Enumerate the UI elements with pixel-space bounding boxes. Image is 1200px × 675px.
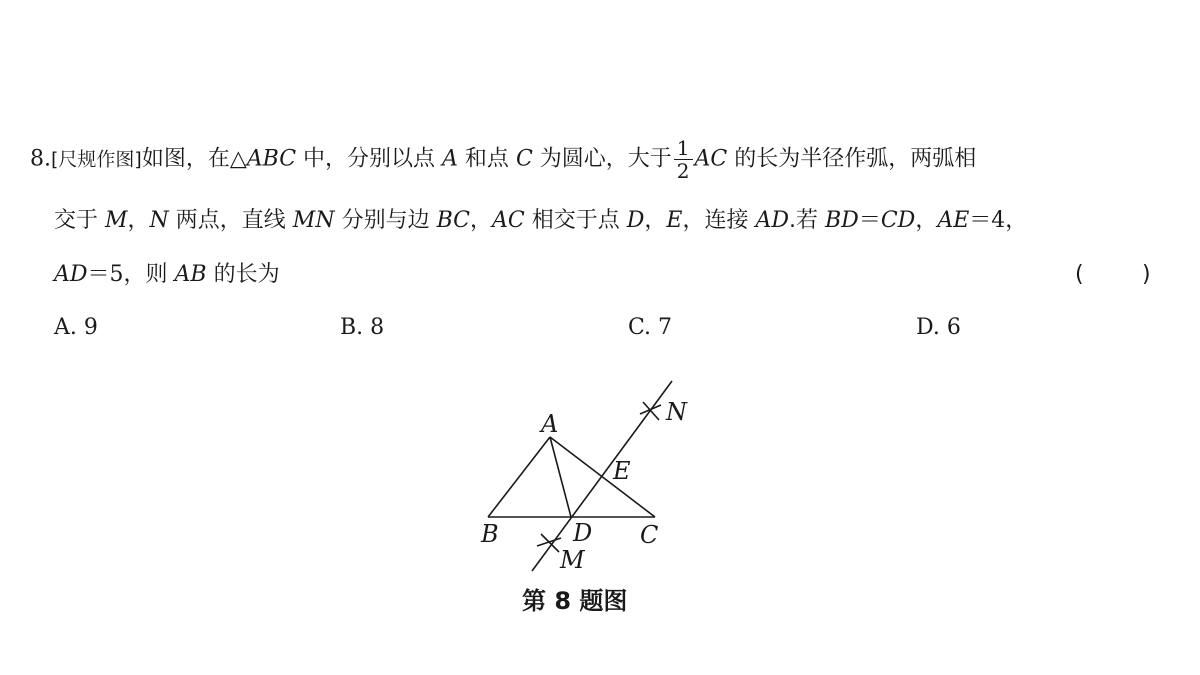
text-fragment: 的长为半径作弧，两弧相 [727, 146, 977, 172]
segment-ab [488, 437, 550, 517]
math-point-m: M [105, 208, 128, 233]
text-fragment: ， [1005, 208, 1028, 233]
label-c: C [640, 521, 659, 549]
option-b: B. 8 [340, 315, 385, 340]
text-fragment: ， [644, 208, 667, 233]
question-tag: [尺规作图] [51, 148, 142, 171]
math-point-e: E [666, 208, 683, 233]
label-e: E [613, 457, 631, 485]
text-fragment: 交于 [54, 208, 105, 233]
math-segment-ac: AC [694, 146, 728, 172]
text-fragment: 中，分别以点 [296, 146, 443, 172]
text-fragment: .若 [789, 208, 825, 233]
math-value-4: 4 [991, 208, 1006, 233]
text-fragment: 两点，直线 [168, 208, 293, 233]
label-n: N [666, 398, 687, 426]
math-point-d: D [626, 208, 645, 233]
equals-sign: ＝ [87, 262, 110, 287]
text-fragment: ，连接 [682, 208, 756, 233]
text-fragment: ， [127, 208, 150, 233]
label-a: A [541, 410, 559, 438]
math-segment-ac: AC [492, 208, 525, 233]
text-fragment: 如图，在△ [141, 146, 247, 172]
option-d: D. 6 [916, 315, 961, 340]
text-fragment: ， [915, 208, 938, 233]
figure-caption: 第 8 题图 [522, 587, 628, 615]
option-a: A. 9 [54, 315, 98, 340]
option-c: C. 7 [628, 315, 673, 340]
math-segment-cd: CD [880, 208, 916, 233]
text-fragment: 分别与边 [334, 208, 437, 233]
text-fragment: ，则 [123, 262, 175, 287]
question-number: 8. [30, 146, 51, 172]
math-point-c: C [515, 146, 533, 172]
text-fragment: 和点 [457, 146, 516, 172]
text-fragment: 的长为 [206, 262, 280, 287]
label-d: D [573, 519, 593, 547]
math-segment-bd: BD [825, 208, 859, 233]
equals-sign: ＝ [969, 208, 992, 233]
math-segment-ae: AE [937, 208, 970, 233]
equals-sign: ＝ [858, 208, 881, 233]
math-point-n: N [149, 208, 169, 233]
math-segment-ad: AD [755, 208, 789, 233]
math-segment-bc: BC [436, 208, 470, 233]
math-value-5: 5 [109, 262, 124, 287]
text-fragment: 为圆心，大于 [532, 146, 672, 172]
math-segment-ad: AD [54, 262, 88, 287]
answer-paren-open: ( [1075, 262, 1084, 287]
segment-ad [550, 437, 571, 517]
text-fragment: ， [470, 208, 493, 233]
label-b: B [481, 520, 499, 548]
arc-mark-n [640, 402, 661, 420]
fraction-denominator: 2 [676, 159, 690, 183]
math-line-mn: MN [292, 208, 335, 233]
text-fragment: 相交于点 [524, 208, 627, 233]
math-triangle-abc: ABC [246, 146, 297, 172]
segment-ac [550, 437, 655, 517]
math-segment-ab: AB [174, 262, 207, 287]
label-m: M [560, 546, 585, 574]
fraction-numerator: 1 [674, 137, 693, 160]
answer-paren-close: ) [1142, 262, 1151, 287]
math-point-a: A [442, 146, 458, 172]
